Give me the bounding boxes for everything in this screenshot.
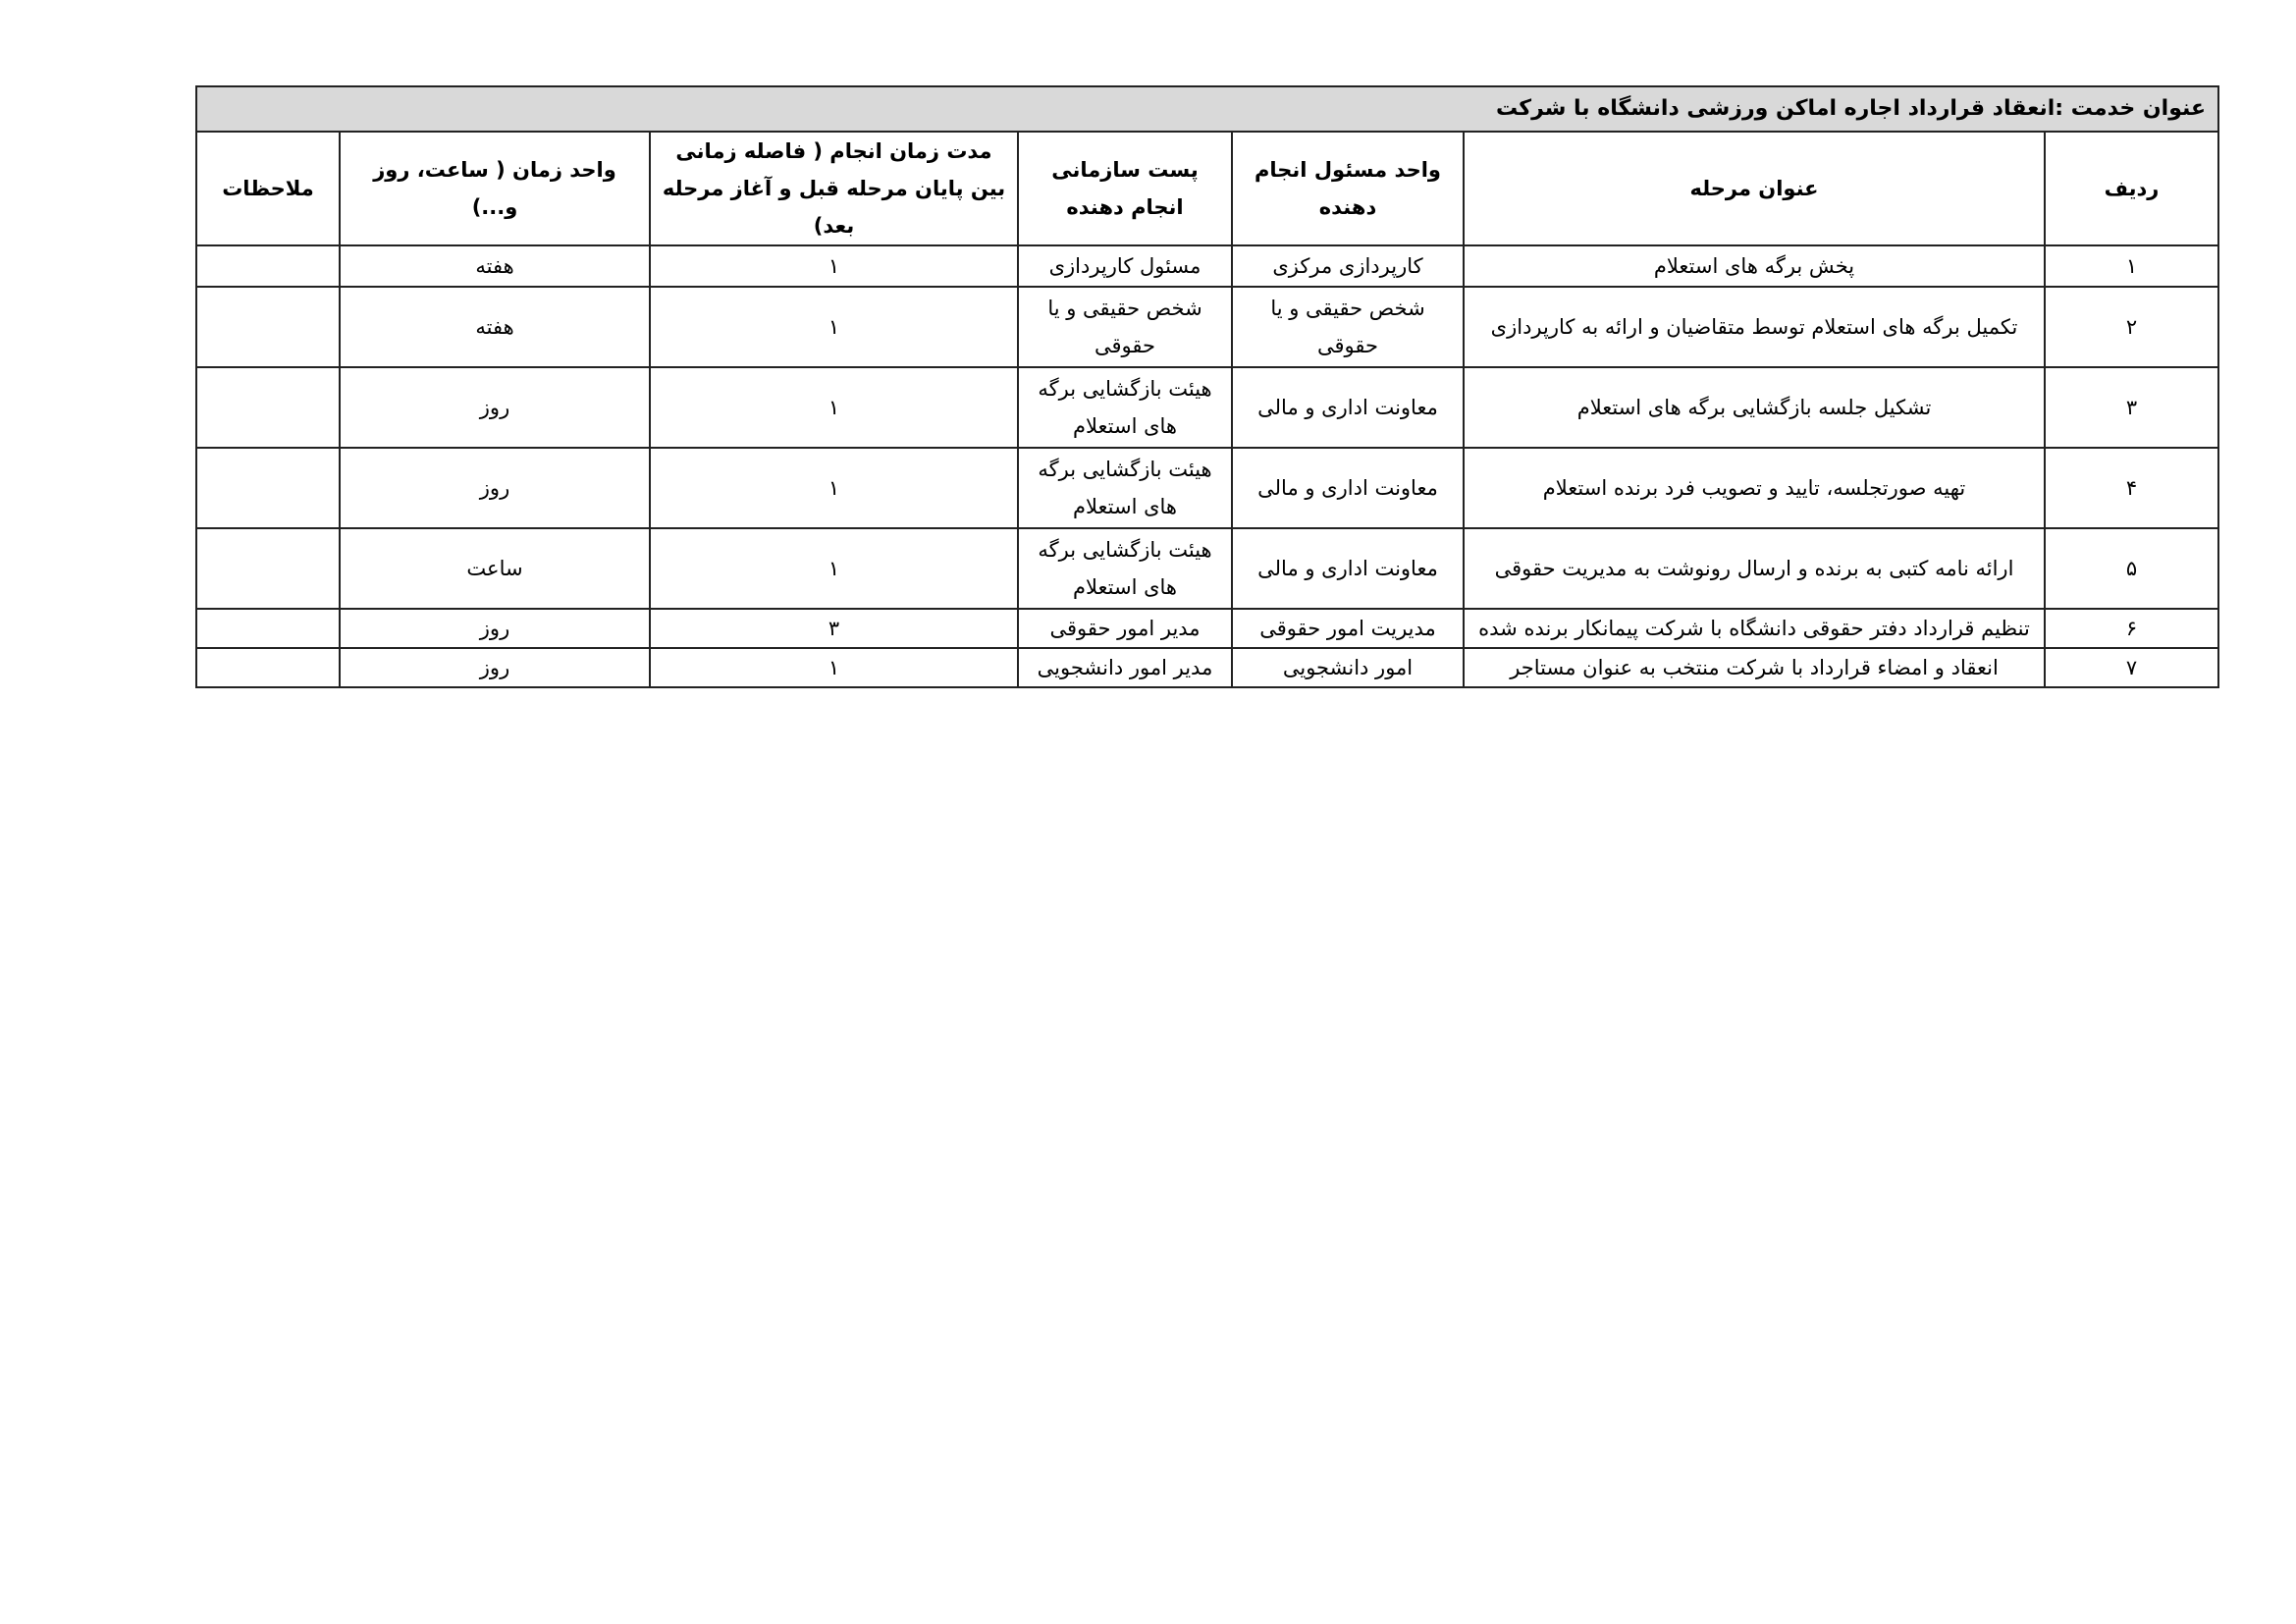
organizational-post: مدیر امور حقوقی: [1018, 609, 1232, 648]
notes: [196, 448, 340, 528]
step-title: ارائه نامه کتبی به برنده و ارسال رونوشت به مدیریت حقوقی: [1464, 528, 2045, 609]
notes: [196, 528, 340, 609]
organizational-post: مدیر امور دانشجویی: [1018, 648, 1232, 687]
time-unit: هفته: [340, 245, 650, 287]
responsible-unit: معاونت اداری و مالی: [1232, 367, 1464, 448]
notes: [196, 609, 340, 648]
table-row: [196, 367, 2218, 448]
time-unit: روز: [340, 448, 650, 528]
time-unit: ساعت: [340, 528, 650, 609]
row-number: ۴: [2045, 448, 2218, 528]
row-number: ۲: [2045, 287, 2218, 367]
notes: [196, 245, 340, 287]
title-row: [196, 86, 2218, 132]
header-time-unit: واحد زمان ( ساعت، روز و...): [340, 132, 650, 245]
time-unit: روز: [340, 367, 650, 448]
header-step-title: عنوان مرحله: [1464, 132, 2045, 245]
organizational-post: مسئول کارپردازی: [1018, 245, 1232, 287]
step-title: تکمیل برگه های استعلام توسط متقاضیان و ارائه به کارپردازی: [1464, 287, 2045, 367]
table-row: [196, 609, 2218, 648]
header-responsible-unit: واحد مسئول انجام دهنده: [1232, 132, 1464, 245]
process-sheet: [197, 85, 2219, 688]
time-unit: روز: [340, 609, 650, 648]
header-duration: مدت زمان انجام ( فاصله زمانی بین پایان مرحله قبل و آغاز مرحله بعد): [650, 132, 1018, 245]
organizational-post: شخص حقیقی و یا حقوقی: [1018, 287, 1232, 367]
responsible-unit: شخص حقیقی و یا حقوقی: [1232, 287, 1464, 367]
table-row: [196, 648, 2218, 687]
responsible-unit: کارپردازی مرکزی: [1232, 245, 1464, 287]
responsible-unit: مدیریت امور حقوقی: [1232, 609, 1464, 648]
notes: [196, 367, 340, 448]
header-row: [196, 132, 2218, 245]
organizational-post: هیئت بازگشایی برگه های استعلام: [1018, 448, 1232, 528]
duration: ۱: [650, 245, 1018, 287]
table-row: [196, 245, 2218, 287]
row-number: ۶: [2045, 609, 2218, 648]
step-title: تشکیل جلسه بازگشایی برگه های استعلام: [1464, 367, 2045, 448]
responsible-unit: معاونت اداری و مالی: [1232, 528, 1464, 609]
row-number: ۵: [2045, 528, 2218, 609]
step-title: انعقاد و امضاء قرارداد با شرکت منتخب به عنوان مستاجر: [1464, 648, 2045, 687]
responsible-unit: امور دانشجویی: [1232, 648, 1464, 687]
duration: ۱: [650, 287, 1018, 367]
duration: ۳: [650, 609, 1018, 648]
table-row: [196, 287, 2218, 367]
service-process-table: [195, 85, 2219, 688]
duration: ۱: [650, 367, 1018, 448]
row-number: ۱: [2045, 245, 2218, 287]
time-unit: هفته: [340, 287, 650, 367]
organizational-post: هیئت بازگشایی برگه های استعلام: [1018, 528, 1232, 609]
duration: ۱: [650, 528, 1018, 609]
organizational-post: هیئت بازگشایی برگه های استعلام: [1018, 367, 1232, 448]
header-notes: ملاحظات: [196, 132, 340, 245]
duration: ۱: [650, 448, 1018, 528]
service-title: عنوان خدمت :انعقاد قرارداد اجاره اماکن ورزشی دانشگاه با شرکت: [196, 86, 2218, 132]
row-number: ۳: [2045, 367, 2218, 448]
row-number: ۷: [2045, 648, 2218, 687]
notes: [196, 287, 340, 367]
header-row-number: ردیف: [2045, 132, 2218, 245]
table-row: [196, 448, 2218, 528]
notes: [196, 648, 340, 687]
step-title: تهیه صورتجلسه، تایید و تصویب فرد برنده استعلام: [1464, 448, 2045, 528]
step-title: تنظیم قرارداد دفتر حقوقی دانشگاه با شرکت پیمانکار برنده شده: [1464, 609, 2045, 648]
step-title: پخش برگه های استعلام: [1464, 245, 2045, 287]
table-row: [196, 528, 2218, 609]
header-organizational-post: پست سازمانی انجام دهنده: [1018, 132, 1232, 245]
time-unit: روز: [340, 648, 650, 687]
duration: ۱: [650, 648, 1018, 687]
responsible-unit: معاونت اداری و مالی: [1232, 448, 1464, 528]
